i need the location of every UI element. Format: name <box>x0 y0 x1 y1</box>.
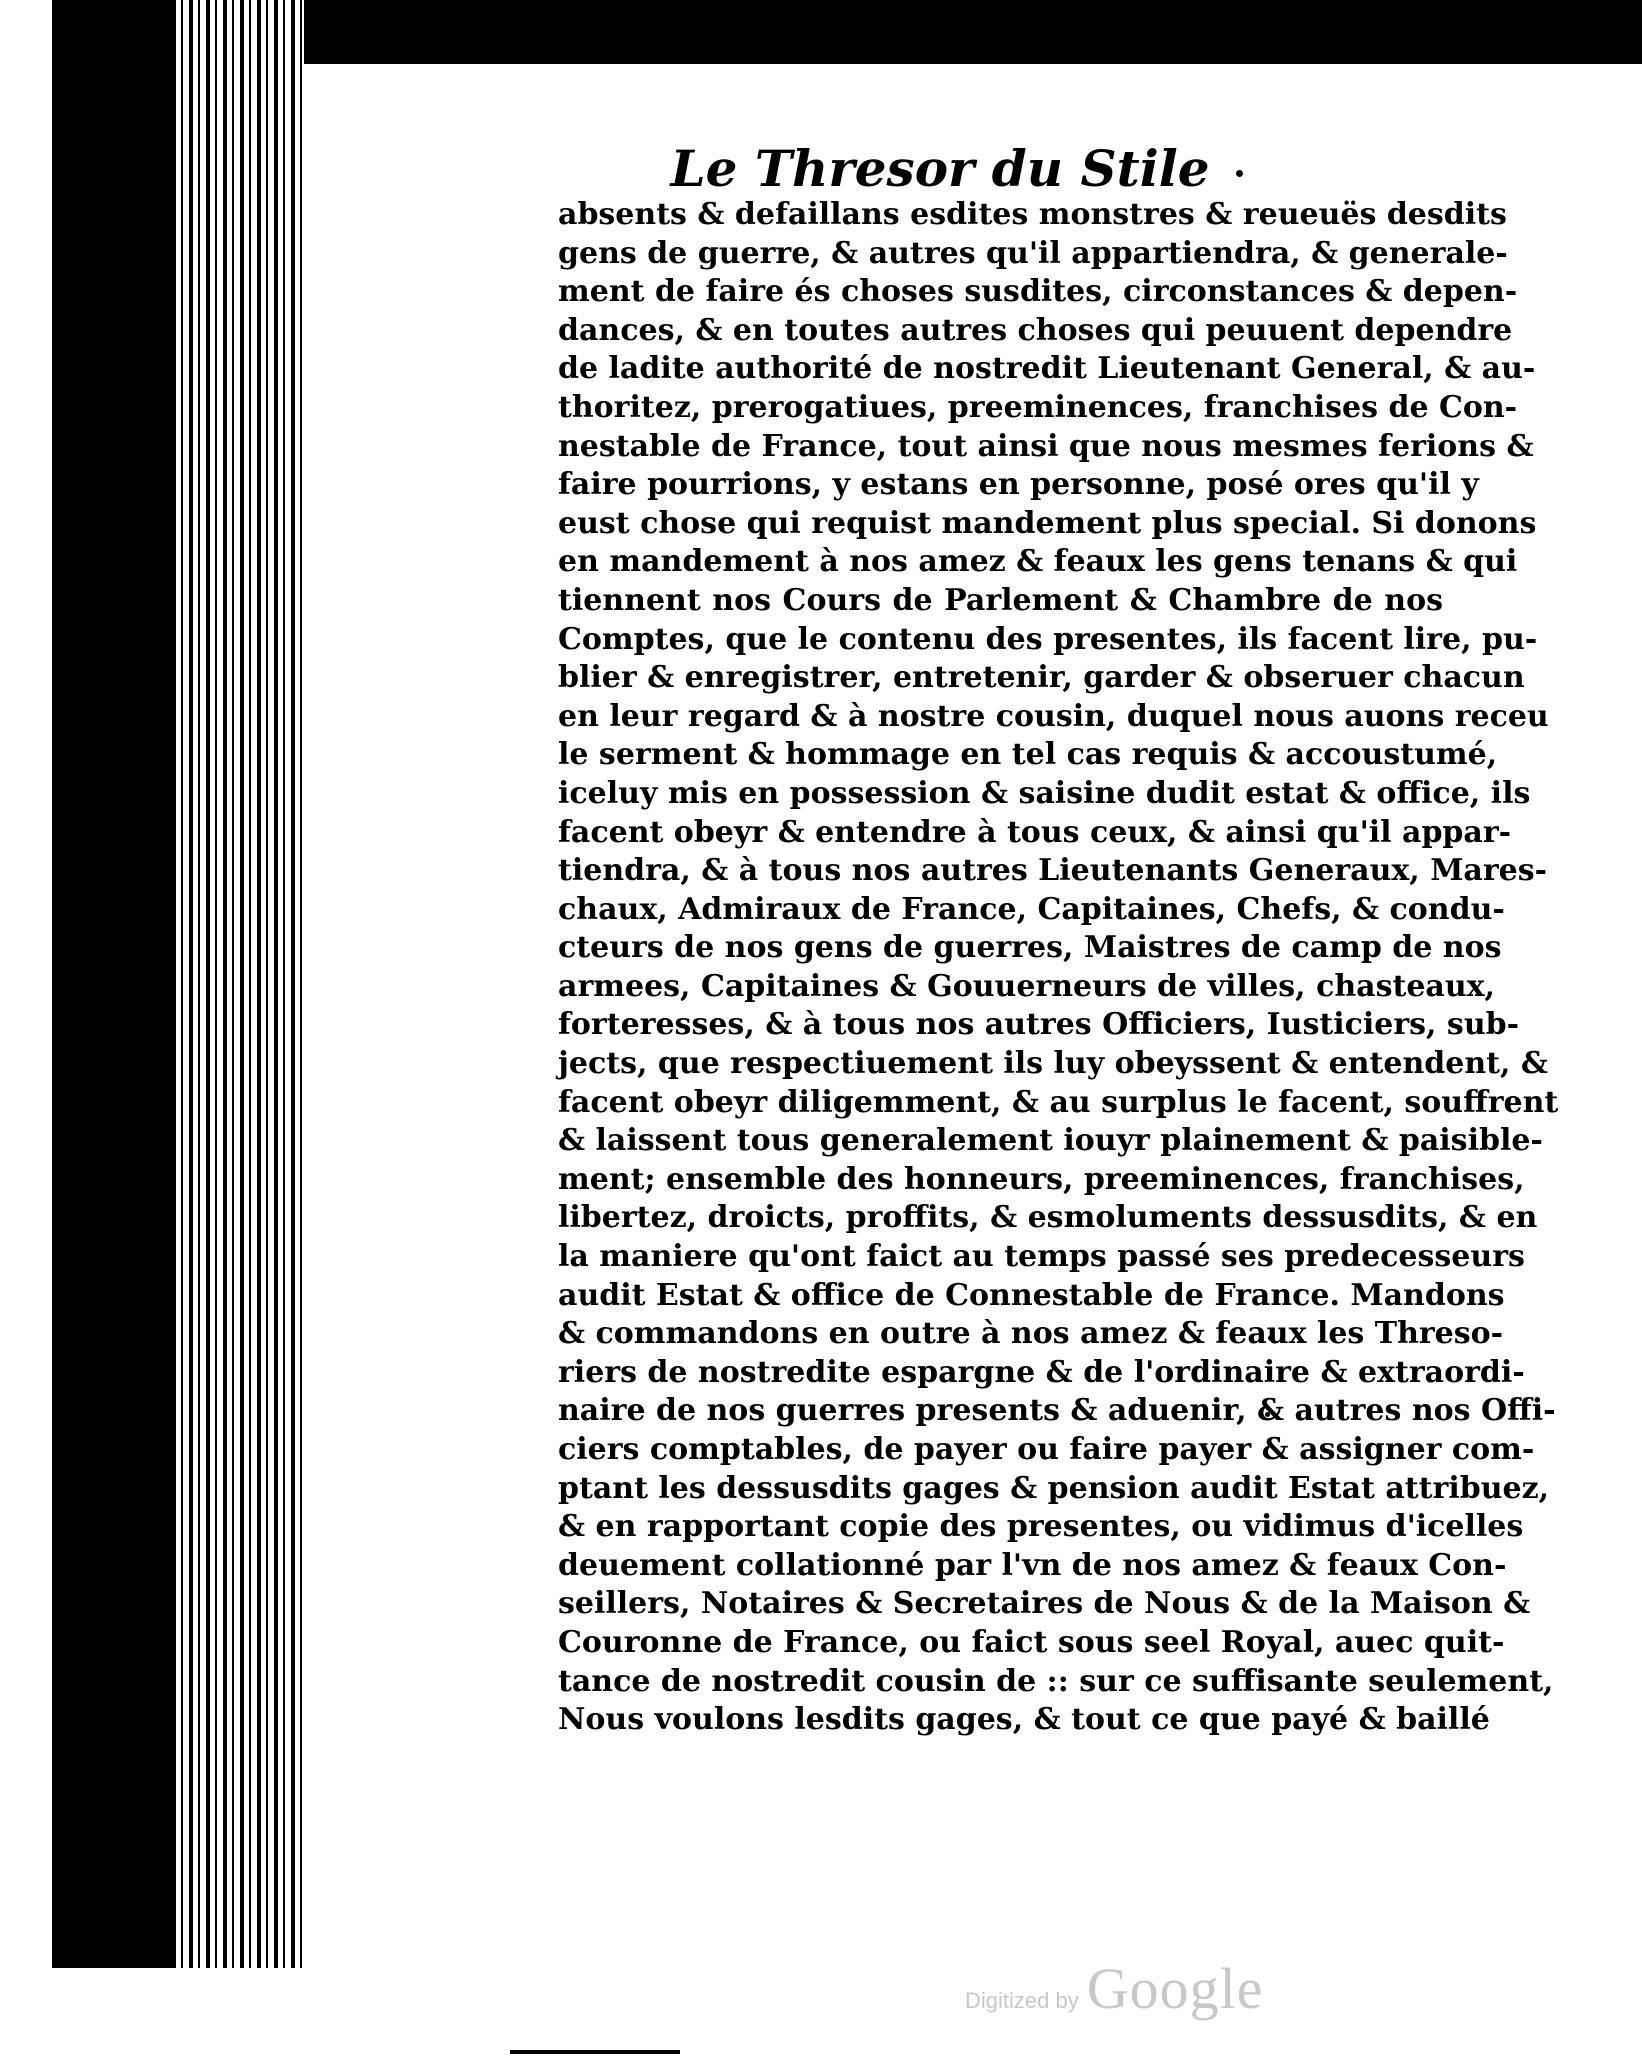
digitized-watermark <box>965 1955 1263 2025</box>
scan-left-margin-solid <box>52 0 172 1968</box>
google-logo: Google <box>1086 1956 1264 2021</box>
text-line: ptant les dessusdits gages & pension audit Estat attribuez, <box>558 1470 1550 1506</box>
text-line: facent obeyr & entendre à tous ceux, & ainsi qu'il appar- <box>558 814 1512 850</box>
text-line: armees, Capitaines & Gouuerneurs de villes, chasteaux, <box>558 968 1496 1004</box>
text-line: thoritez, prerogatiues, preeminences, franchises de Con- <box>558 389 1518 425</box>
page-body <box>558 196 1559 1740</box>
text-line: forteresses, & à tous nos autres Officiers, Iusticiers, sub- <box>558 1007 1520 1043</box>
text-line: tiennent nos Cours de Parlement & Chambre de nos <box>558 582 1443 618</box>
text-line: faire pourrions, y estans en personne, posé ores qu'il y <box>558 467 1479 503</box>
text-line: dances, & en toutes autres choses qui peuuent dependre <box>558 312 1513 348</box>
text-line: gens de guerre, & autres qu'il appartiendra, & generale- <box>558 235 1508 271</box>
text-line: de ladite authorité de nostredit Lieutenant General, & au- <box>558 351 1536 387</box>
text-line: en leur regard & à nostre cousin, duquel nous auons receu <box>558 698 1549 734</box>
watermark-prefix: Digitized by <box>965 1988 1079 2013</box>
text-line: facent obeyr diligemment, & au surplus le facent, souffrent <box>558 1084 1559 1120</box>
text-line: & commandons en outre à nos amez & feaux les Threso- <box>558 1316 1504 1352</box>
text-line: blier & enregistrer, entretenir, garder & obseruer chacun <box>558 660 1525 696</box>
text-line: & laissent tous generalement iouyr plainement & paisible- <box>558 1123 1543 1159</box>
running-title: Le Thresor du Stile <box>670 138 1210 198</box>
text-line: absents & defaillans esdites monstres & reueuës desdits <box>558 197 1507 232</box>
text-line: riers de nostredite espargne & de l'ordinaire & extraordi- <box>558 1354 1525 1390</box>
text-line: deuement collationné par l'vn de nos amez & feaux Con- <box>558 1547 1507 1583</box>
text-line: eust chose qui requist mandement plus special. Si donons <box>558 505 1537 541</box>
text-line: audit Estat & office de Connestable de France. Mandons <box>558 1277 1505 1313</box>
text-line: la maniere qu'ont faict au temps passé ses predecesseurs <box>558 1239 1525 1275</box>
text-line: ment de faire és choses susdites, circonstances & depen- <box>558 274 1518 310</box>
text-line: Nous voulons lesdits gages, & tout ce que payé & baillé <box>558 1702 1490 1738</box>
text-line: nestable de France, tout ainsi que nous mesmes ferions & <box>558 428 1534 464</box>
text-line: jects, que respectiuement ils luy obeyssent & entendent, & <box>558 1046 1548 1082</box>
scan-left-margin-fade <box>172 0 304 1968</box>
scan-left-margin <box>52 0 304 1968</box>
text-line: iceluy mis en possession & saisine dudit estat & office, ils <box>558 775 1531 811</box>
text-line: Couronne de France, ou faict sous seel Royal, auec quit- <box>558 1624 1505 1660</box>
text-line: le serment & hommage en tel cas requis & accoustumé, <box>558 737 1498 773</box>
text-line: chaux, Admiraux de France, Capitaines, Chefs, & condu- <box>558 891 1505 927</box>
text-line: ment; ensemble des honneurs, preeminences, franchises, <box>558 1161 1525 1197</box>
text-line: cteurs de nos gens de guerres, Maistres de camp de nos <box>558 930 1502 966</box>
text-line: libertez, droicts, proffits, & esmoluments dessusdits, & en <box>558 1200 1538 1236</box>
text-line: en mandement à nos amez & feaux les gens tenans & qui <box>558 544 1518 580</box>
text-line: tance de nostredit cousin de :: sur ce suffisante seulement, <box>558 1663 1554 1699</box>
text-line: Comptes, que le contenu des presentes, ils facent lire, pu- <box>558 621 1538 657</box>
text-line: & en rapportant copie des presentes, ou vidimus d'icelles <box>558 1509 1524 1545</box>
text-line: tiendra, & à tous nos autres Lieutenants Generaux, Mares- <box>558 853 1548 889</box>
text-line: naire de nos guerres presents & aduenir, & autres nos Offi- <box>558 1393 1556 1429</box>
text-line: ciers comptables, de payer ou faire payer & assigner com- <box>558 1432 1535 1467</box>
text-line: seillers, Notaires & Secretaires de Nous & de la Maison & <box>558 1586 1531 1622</box>
scan-bottom-mark <box>510 2050 680 2054</box>
